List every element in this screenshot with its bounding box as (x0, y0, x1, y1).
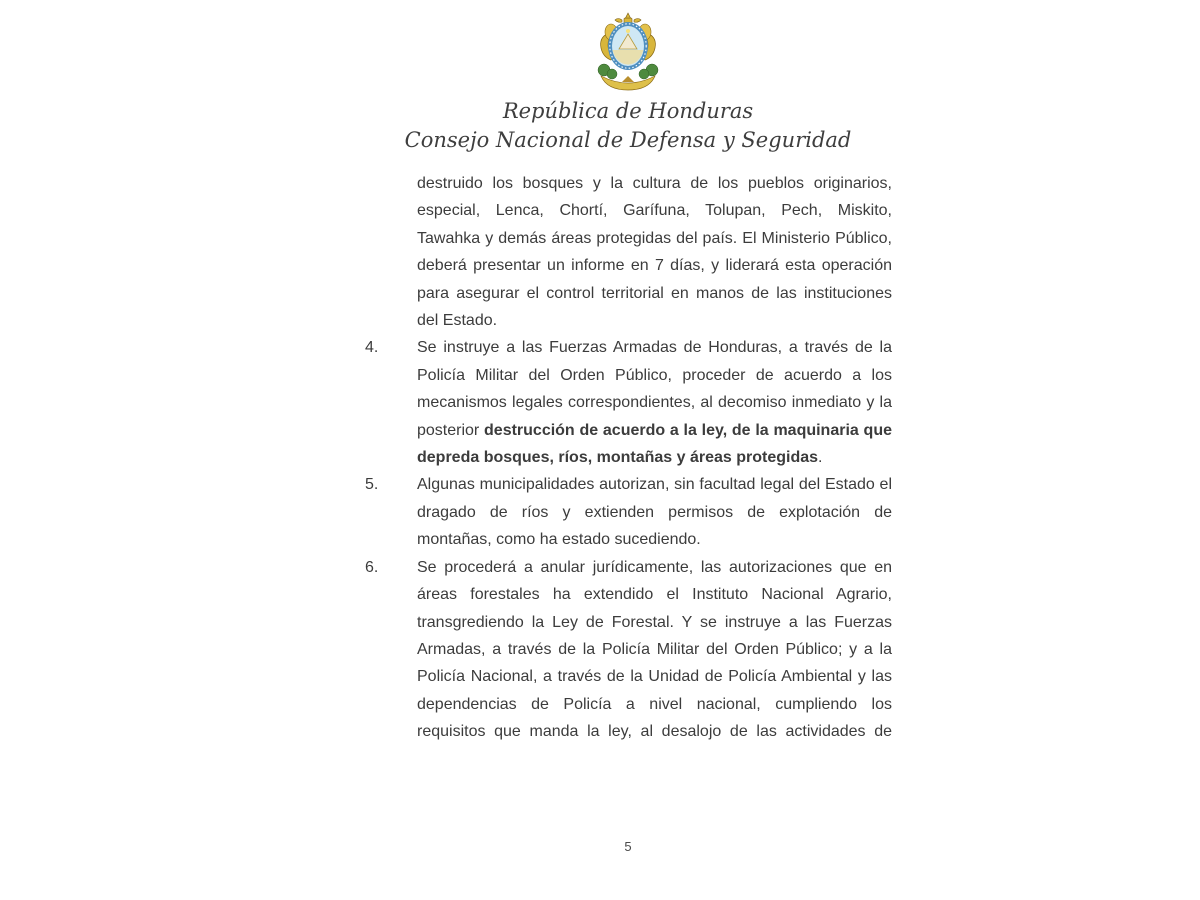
list-item (365, 471, 892, 553)
list-item-text (417, 471, 892, 553)
bold-text-segment: destrucción de acuerdo a la ley, de la maquinaria que depreda bosques, ríos, montañas y áreas protegidas (417, 421, 892, 467)
list-item-number: 4. (365, 339, 379, 357)
list-item-text (417, 554, 892, 746)
document-body (365, 170, 892, 746)
list-item (365, 554, 892, 746)
list-item-text (417, 334, 892, 471)
text-segment: . (818, 449, 823, 467)
continuation-paragraph: destruido los bosques y la cultura de los pueblos originarios, especial, Lenca, Chortí, Garífuna, Tolupan, Pech, Miskito, Tawahka y demás áreas protegidas del país. El Ministerio Público, deberá presentar un informe en 7 días, y liderará esta operación para asegurar el control territorial en manos de las instituciones del Estado. (417, 175, 892, 330)
emblem-oval (608, 22, 648, 70)
header-republic-title: República de Honduras (502, 99, 754, 123)
text-segment: Se procederá a anular jurídicamente, las autorizaciones que en áreas forestales ha extendido el Instituto Nacional Agrario, transgrediendo la Ley de Forestal. Y se instruye a las Fuerzas Armadas, a través de la Policía Militar del Orden Público; y a la Policía Nacional, a través de la Unidad de Policía Ambiental y las dependencias de Policía a nivel nacional, cumpliendo los requisitos que manda la ley, al desalojo de las actividades de (417, 558, 892, 741)
list-item-number: 5. (365, 476, 379, 494)
list-item-number: 6. (365, 558, 379, 576)
page-number: 5 (624, 839, 632, 854)
emblem-sun (626, 29, 630, 33)
honduras-coat-of-arms (593, 12, 663, 96)
numbered-list (365, 334, 892, 745)
text-segment: Se instruye a las Fuerzas Armadas de Honduras, a través de la Policía Militar del Orden Público, proceder de acuerdo a los mecanismos legales correspondientes, al decomiso inmediato y la posterior (417, 339, 892, 439)
header-council-title: Consejo Nacional de Defensa y Seguridad (404, 128, 852, 152)
text-segment: Algunas municipalidades autorizan, sin facultad legal del Estado el dragado de ríos y extienden permisos de explotación de montañas, como ha estado sucediendo. (417, 476, 892, 549)
list-item (365, 334, 892, 471)
coat-of-arms-icon (593, 12, 663, 96)
